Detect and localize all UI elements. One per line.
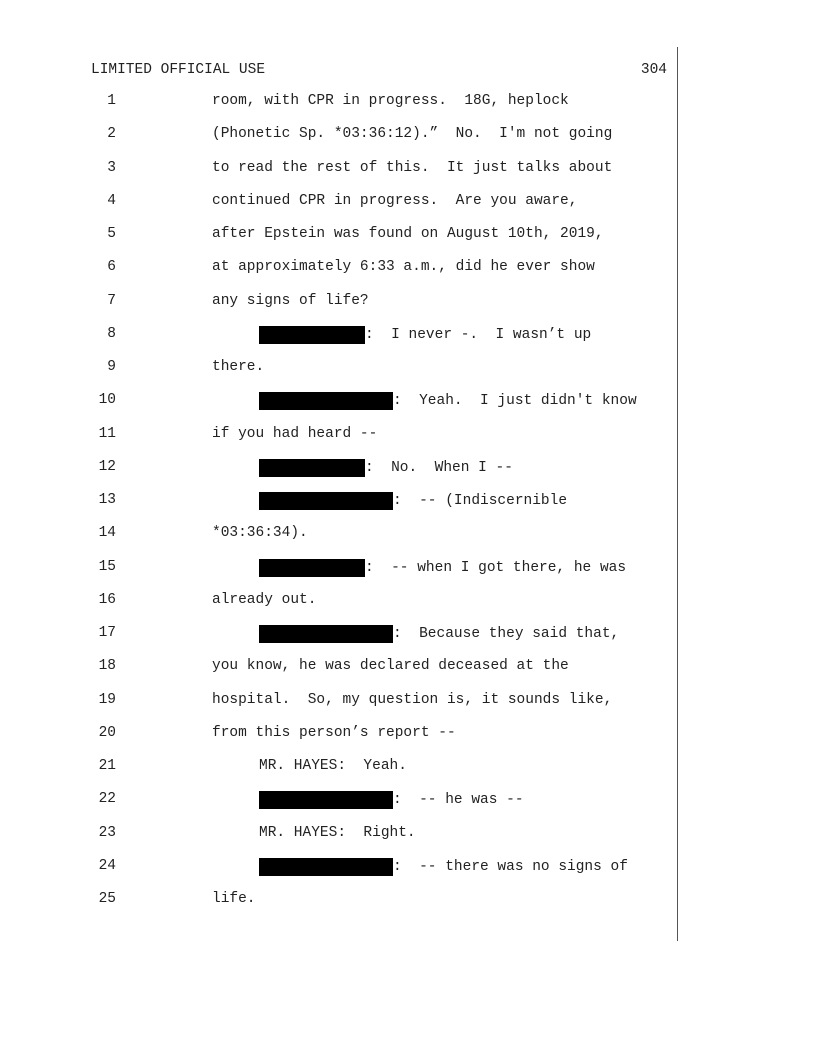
transcript-line xyxy=(0,459,670,481)
line-content: *03:36:34). xyxy=(212,525,308,542)
line-number: 16 xyxy=(98,591,116,608)
transcript-line xyxy=(0,93,670,115)
line-text xyxy=(259,459,513,477)
line-text xyxy=(259,758,407,774)
redaction-block xyxy=(259,392,393,410)
transcript-line xyxy=(0,259,670,281)
transcript-line xyxy=(0,426,670,448)
line-number: 20 xyxy=(98,724,116,741)
line-text xyxy=(212,525,308,541)
line-text xyxy=(259,825,416,841)
right-margin-rule xyxy=(677,47,678,941)
transcript-line xyxy=(0,658,670,680)
line-text xyxy=(212,226,604,242)
line-content: MR. HAYES: Right. xyxy=(259,824,416,841)
line-text xyxy=(259,791,524,809)
line-number: 6 xyxy=(107,259,116,276)
line-number: 8 xyxy=(107,325,116,342)
line-content: you know, he was declared deceased at the xyxy=(212,658,569,675)
line-content: (Phonetic Sp. *03:36:12).” No. I'm not going xyxy=(212,126,613,143)
line-text xyxy=(212,725,456,741)
line-content: there. xyxy=(212,359,265,375)
line-text xyxy=(212,293,369,309)
line-number: 14 xyxy=(98,525,116,542)
line-number: 10 xyxy=(98,392,116,409)
line-content: any signs of life? xyxy=(212,292,369,309)
redaction-block xyxy=(259,326,365,344)
line-text xyxy=(212,359,264,375)
page-number: 304 xyxy=(640,62,667,78)
line-content: : Because they said that, xyxy=(393,626,620,642)
line-number: 9 xyxy=(107,359,116,375)
transcript-line xyxy=(0,891,670,913)
transcript-line xyxy=(0,193,670,215)
line-content: : -- (Indiscernible xyxy=(393,493,568,509)
redaction-block xyxy=(259,791,393,809)
line-text xyxy=(212,93,569,109)
transcript-line xyxy=(0,858,670,880)
line-content: life. xyxy=(212,891,256,907)
line-number: 22 xyxy=(98,791,116,808)
transcript-line xyxy=(0,126,670,148)
line-number: 4 xyxy=(107,192,116,209)
line-content: : -- there was no signs of xyxy=(393,858,628,875)
transcript-line xyxy=(0,758,670,780)
line-text xyxy=(212,126,612,142)
line-number: 12 xyxy=(98,458,116,475)
redaction-block xyxy=(259,858,393,876)
redaction-block xyxy=(259,559,365,577)
line-number: 25 xyxy=(98,891,116,907)
line-content: already out. xyxy=(212,591,317,608)
line-text xyxy=(259,492,567,510)
line-text xyxy=(212,692,612,708)
line-text xyxy=(259,326,591,344)
line-content: at approximately 6:33 a.m., did he ever show xyxy=(212,259,595,276)
line-content: : -- he was -- xyxy=(393,792,524,809)
line-text xyxy=(259,559,626,577)
line-number: 18 xyxy=(98,658,116,675)
line-content: : I never -. I wasn’t up xyxy=(365,326,592,343)
redaction-block xyxy=(259,492,393,510)
redaction-block xyxy=(259,625,393,643)
line-content: MR. HAYES: Yeah. xyxy=(259,758,407,774)
line-number: 11 xyxy=(98,425,116,442)
line-number: 24 xyxy=(98,857,116,874)
transcript-line xyxy=(0,392,670,414)
transcript-line xyxy=(0,359,670,381)
line-text xyxy=(212,193,577,209)
classification-header: LIMITED OFFICIAL USE xyxy=(91,62,266,78)
line-text xyxy=(212,259,595,275)
line-content: from this person’s report -- xyxy=(212,724,456,741)
line-content: after Epstein was found on August 10th, 2019, xyxy=(212,226,604,242)
line-number: 1 xyxy=(107,93,116,109)
line-text xyxy=(212,658,569,674)
line-text xyxy=(259,392,637,410)
line-text xyxy=(212,160,612,176)
transcript-line xyxy=(0,226,670,248)
line-content: : Yeah. I just didn't know xyxy=(393,393,637,410)
line-content: if you had heard -- xyxy=(212,425,378,442)
line-number: 3 xyxy=(107,159,116,176)
line-text xyxy=(212,891,256,907)
line-number: 21 xyxy=(98,758,116,774)
line-text xyxy=(259,858,628,876)
line-content: : No. When I -- xyxy=(365,459,513,476)
line-text xyxy=(212,592,316,608)
transcript-line xyxy=(0,559,670,581)
redaction-block xyxy=(259,459,365,477)
transcript-line xyxy=(0,692,670,714)
line-text xyxy=(259,625,619,643)
transcript-line xyxy=(0,326,670,348)
line-number: 19 xyxy=(98,691,116,708)
line-content: to read the rest of this. It just talks about xyxy=(212,159,613,176)
transcript-line xyxy=(0,160,670,182)
transcript-line xyxy=(0,791,670,813)
line-number: 17 xyxy=(98,625,116,641)
transcript-line xyxy=(0,825,670,847)
transcript-line xyxy=(0,625,670,647)
line-content: : -- when I got there, he was xyxy=(365,559,627,576)
transcript-line xyxy=(0,525,670,547)
line-number: 5 xyxy=(107,226,116,242)
transcript-line xyxy=(0,725,670,747)
line-content: continued CPR in progress. Are you aware, xyxy=(212,192,578,209)
line-content: hospital. So, my question is, it sounds like, xyxy=(212,691,613,708)
line-number: 13 xyxy=(98,492,116,508)
transcript-line xyxy=(0,492,670,514)
transcript-line xyxy=(0,293,670,315)
line-number: 2 xyxy=(107,126,116,143)
line-number: 7 xyxy=(107,292,116,309)
line-text xyxy=(212,426,377,442)
transcript-line xyxy=(0,592,670,614)
line-number: 23 xyxy=(98,824,116,841)
line-content: room, with CPR in progress. 18G, heplock xyxy=(212,93,569,109)
line-number: 15 xyxy=(98,558,116,575)
